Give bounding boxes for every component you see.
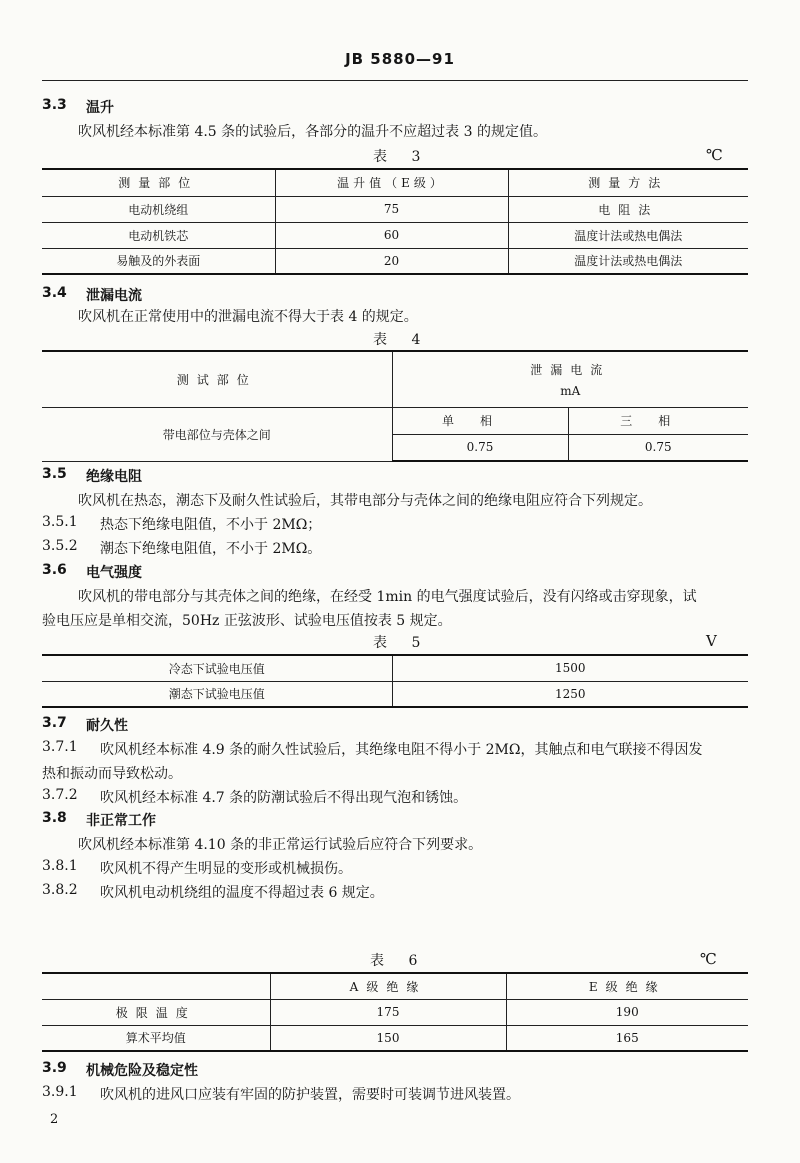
item-3-9-1-text: 吹风机的进风口应装有牢固的防护装置，需要时可装调节进风装置。 [100,1087,520,1103]
section-3-4-number: 3.4 [42,285,67,301]
section-3-5-number: 3.5 [42,466,67,482]
table-6-unit: ℃ [700,950,717,968]
table-6-cell: 极限温度 [42,999,270,1025]
table-4-header-leakage-label: 泄漏电流 [530,362,611,377]
table-3-cell: 20 [275,248,508,274]
table-3-cell: 电动机铁芯 [42,222,275,248]
section-3-3-number: 3.3 [42,97,67,113]
item-3-5-2-text: 潮态下绝缘电阻值，不小于 2MΩ。 [100,541,322,557]
table-3-caption: 表 3 [373,149,431,165]
table-5-cell: 冷态下试验电压值 [42,655,392,681]
item-3-8-2-text: 吹风机电动机绕组的温度不得超过表 6 规定。 [100,885,384,901]
table-3-header-cell: 测量方法 [508,169,748,196]
section-3-3-text: 吹风机经本标准第 4.5 条的试验后，各部分的温升不应超过表 3 的规定值。 [78,124,547,140]
table-3-cell: 易触及的外表面 [42,248,275,274]
standard-id: JB 5880—91 [345,50,455,68]
table-4-subheader-single: 单相 [392,407,568,434]
table-3-unit: ℃ [706,146,723,164]
section-3-6-text-line1: 吹风机的带电部分与其壳体之间的绝缘，在经受 1min 的电气强度试验后，没有闪络或击穿现象，试 [78,589,697,605]
item-3-7-1-text-line2: 热和振动而导致松动。 [42,766,182,782]
item-3-7-1-number: 3.7.1 [42,739,78,755]
table-6 [42,972,748,1052]
section-3-9-number: 3.9 [42,1060,67,1076]
section-3-5-text: 吹风机在热态，潮态下及耐久性试验后，其带电部分与壳体之间的绝缘电阻应符合下列规定。 [78,493,652,509]
table-6-cell: 165 [506,1025,748,1051]
table-3 [42,168,748,275]
section-3-8-title: 非正常工作 [86,813,156,829]
table-6-cell: 150 [270,1025,506,1051]
table-5-cell: 1500 [392,655,748,681]
table-3-cell: 75 [275,196,508,222]
table-5-cell: 1250 [392,681,748,707]
table-3-header-cell: 温升值（E级） [275,169,508,196]
table-3-cell: 电动机绕组 [42,196,275,222]
item-3-5-2-number: 3.5.2 [42,538,78,554]
page-number: 2 [50,1112,59,1127]
item-3-7-1-text-line1: 吹风机经本标准 4.9 条的耐久性试验后，其绝缘电阻不得小于 2MΩ，其触点和电气联接不得因发 [100,742,703,758]
section-3-7-number: 3.7 [42,715,67,731]
table-5-unit: V [706,632,717,650]
table-6-header-cell [42,973,270,999]
item-3-7-2-number: 3.7.2 [42,787,78,803]
table-6-cell: 190 [506,999,748,1025]
header-rule [42,80,748,81]
table-4-value-three: 0.75 [568,434,748,461]
section-3-6-number: 3.6 [42,562,67,578]
table-4-header-part: 测试部位 [42,351,392,407]
section-3-8-text: 吹风机经本标准第 4.10 条的非正常运行试验后应符合下列要求。 [78,837,483,853]
table-4 [42,350,748,462]
table-3-cell: 温度计法或热电偶法 [508,222,748,248]
section-3-8-number: 3.8 [42,810,67,826]
table-6-cell: 175 [270,999,506,1025]
table-6-caption: 表 6 [370,953,428,969]
section-3-6-text-line2: 验电压应是单相交流，50Hz 正弦波形、试验电压值按表 5 规定。 [42,613,452,629]
item-3-9-1-number: 3.9.1 [42,1084,78,1100]
table-6-header-cell: E级绝缘 [506,973,748,999]
table-4-value-single: 0.75 [392,434,568,461]
table-3-cell: 电阻法 [508,196,748,222]
table-6-header-cell: A级绝缘 [270,973,506,999]
item-3-5-1-text: 热态下绝缘电阻值，不小于 2MΩ； [100,517,322,533]
section-3-9-title: 机械危险及稳定性 [86,1063,198,1079]
table-5-caption: 表 5 [373,635,431,651]
table-6-cell: 算术平均值 [42,1025,270,1051]
item-3-8-1-number: 3.8.1 [42,858,78,874]
item-3-8-1-text: 吹风机不得产生明显的变形或机械损伤。 [100,861,352,877]
table-4-row-label: 带电部位与壳体之间 [42,407,392,461]
item-3-7-2-text: 吹风机经本标准 4.7 条的防潮试验后不得出现气泡和锈蚀。 [100,790,468,806]
table-4-header-leakage [392,351,748,407]
section-3-5-title: 绝缘电阻 [86,469,142,485]
table-5 [42,654,748,708]
table-3-cell: 60 [275,222,508,248]
section-3-4-title: 泄漏电流 [86,288,142,304]
item-3-8-2-number: 3.8.2 [42,882,78,898]
section-3-6-title: 电气强度 [86,565,142,581]
section-3-7-title: 耐久性 [86,718,128,734]
table-5-cell: 潮态下试验电压值 [42,681,392,707]
table-3-cell: 温度计法或热电偶法 [508,248,748,274]
table-3-header-cell: 测量部位 [42,169,275,196]
table-4-caption: 表 4 [373,332,431,348]
table-4-header-unit: mA [560,383,581,398]
table-4-subheader-three: 三相 [568,407,748,434]
section-3-4-text: 吹风机在正常使用中的泄漏电流不得大于表 4 的规定。 [78,309,418,325]
item-3-5-1-number: 3.5.1 [42,514,78,530]
section-3-3-title: 温升 [86,100,114,116]
